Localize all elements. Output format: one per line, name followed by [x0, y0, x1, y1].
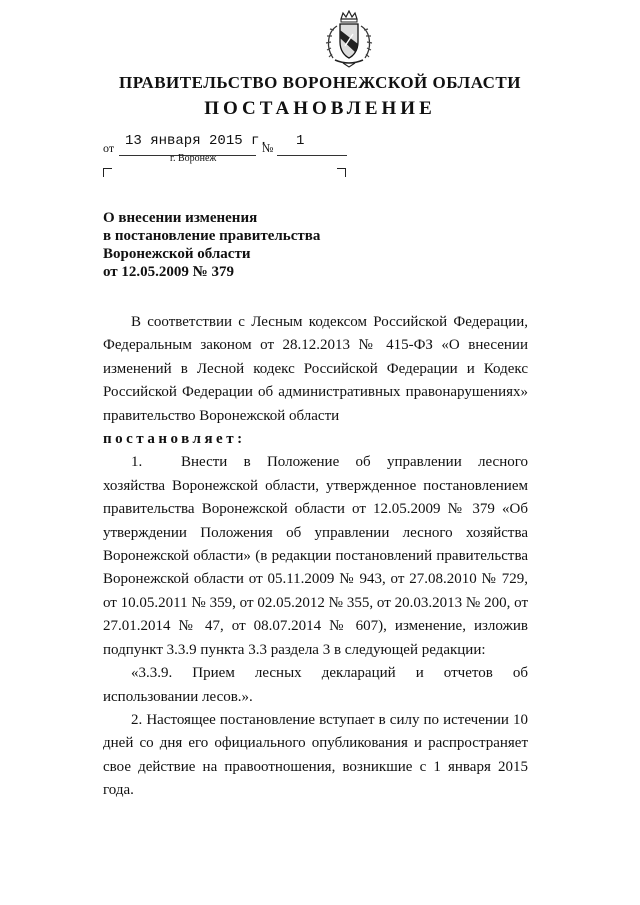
- subject-line: Воронежской области: [103, 246, 251, 262]
- date-prefix: от: [103, 141, 115, 155]
- city-label: г. Воронеж: [170, 153, 217, 164]
- number-underline: [277, 155, 347, 156]
- item-1-text: Внести в Положение об управлении лесного хозяйства Воронежской области, утвержденное постановлением правительства Воронежской области от 12.05.2009 № 379 «Об утверждении Положения об управлении лесного хозяйства Воронежской области» (в редакции постановлений правительства Воронежской области от 05.11.2009 № 943, от 27.08.2010 № 729, от 10.05.2011 № 359, от 02.05.2012 № 355, от 20.03.2013 № 200, от 27.01.2014 № 47, от 08.07.2014 № 607), изменение, изложив подпункт 3.3.9 пункта 3.3 раздела 3 в следующей редакции:: [103, 454, 528, 658]
- item-1-quote: «3.3.9. Прием лесных деклараций и отчетов об использовании лесов.».: [103, 665, 528, 705]
- subject-line: в постановление правительства: [103, 228, 321, 244]
- date-value: 13 января 2015 г.: [125, 133, 268, 149]
- coat-of-arms-icon: [323, 10, 375, 68]
- left-corner-mark: [103, 168, 112, 177]
- number-prefix: №: [262, 141, 274, 155]
- subject-line: О внесении изменения: [103, 210, 258, 226]
- organization-title: ПРАВИТЕЛЬСТВО ВОРОНЕЖСКОЙ ОБЛАСТИ: [118, 73, 521, 92]
- document-subject: [103, 209, 403, 281]
- document-type: ПОСТАНОВЛЕНИЕ: [204, 98, 436, 119]
- decree-word: постановляет:: [103, 431, 246, 448]
- item-1-paragraph: [103, 451, 528, 662]
- document-body: [103, 311, 528, 803]
- preamble-paragraph: В соответствии с Лесным кодексом Российской Федерации, Федеральным законом от 28.12.2013 № 415-ФЗ «О внесении изменений в Лесной кодекс Российской Федерации и Кодекс Российской Федерации об административных правонарушениях» правительство Воронежской области: [103, 314, 528, 424]
- item-2-paragraph: 2. Настоящее постановление вступает в силу по истечении 10 дней со дня его официального опубликования и распространяет свое действие на правоотношения, возникшие с 1 января 2015 года.: [103, 711, 528, 799]
- item-1-number: 1.: [131, 454, 143, 471]
- right-corner-mark: [337, 168, 346, 177]
- number-value: 1: [296, 133, 305, 149]
- subject-line: от 12.05.2009 № 379: [103, 264, 234, 280]
